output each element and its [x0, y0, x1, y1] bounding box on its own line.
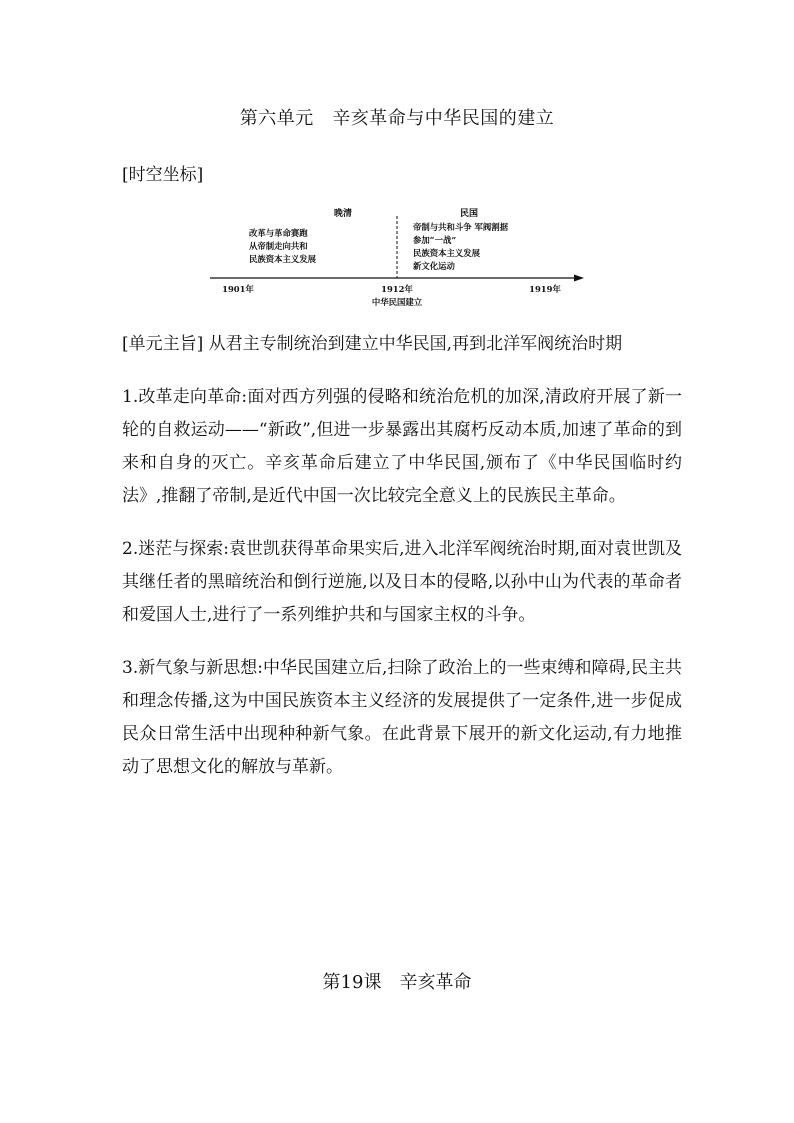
timeline-right-item: 民族资本主义发展	[413, 248, 480, 258]
paragraph-confusion-and-exploration: 2.迷茫与探索:袁世凯获得革命果实后,进入北洋军阀统治时期,面对袁世凯及其继任者的黑暗统治和倒行逆施,以及日本的侵略,以孙中山为代表的革命者和爱国人士,进行了一系列维护共和与国家主权的斗争。	[122, 539, 682, 625]
timeline-right-item: 帝制与共和斗争 军阀割据	[413, 222, 509, 232]
unit-theme: [单元主旨] 从君主专制统治到建立中华民国,再到北洋军阀统治时期	[122, 334, 623, 354]
timeline-year: 1901年	[222, 284, 254, 294]
timeline-right-item: 参加“一战”	[413, 235, 457, 245]
paragraph-new-atmosphere: 3.新气象与新思想:中华民国建立后,扫除了政治上的一些束缚和障碍,民主共和理念传播,这为中国民族资本主义经济的发展提供了一定条件,进一步促成民众日常生活中出现种种新气象。在此背景下展开的新文化运动,有力地推动了思想文化的解放与革新。	[122, 658, 682, 777]
timeline-arrow-icon	[574, 275, 584, 282]
body-content	[122, 328, 682, 804]
timeline-year: 1919年	[529, 284, 561, 294]
timeline-right-header: 民国	[459, 209, 479, 219]
timeline-event-label: 中华民国建立	[371, 297, 423, 307]
paragraph-reform-to-revolution: 1.改革走向革命:面对西方列强的侵略和统治危机的加深,清政府开展了新一轮的自救运动——“新政”,但进一步暴露出其腐朽反动本质,加速了革命的到来和自身的灭亡。辛亥革命后建立了中华民国,颁布了《中华民国临时约法》,推翻了帝制,是近代中国一次比较完全意义上的民族民主革命。	[122, 387, 682, 506]
timeline-left-item: 民族资本主义发展	[249, 254, 316, 264]
timeline-diagram	[206, 202, 592, 310]
timeline-left-item: 从帝制走向共和	[249, 241, 308, 251]
timeline-year: 1912年	[381, 284, 413, 294]
timeline-left-item: 改革与革命赛跑	[249, 228, 308, 238]
unit-title: 第六单元 辛亥革命与中华民国的建立	[239, 108, 555, 129]
lesson-title: 第19课 辛亥革命	[322, 972, 472, 993]
timeline-right-item: 新文化运动	[413, 261, 455, 271]
timeline-left-header: 晚清	[333, 209, 353, 219]
spacetime-label: [时空坐标]	[122, 165, 204, 185]
